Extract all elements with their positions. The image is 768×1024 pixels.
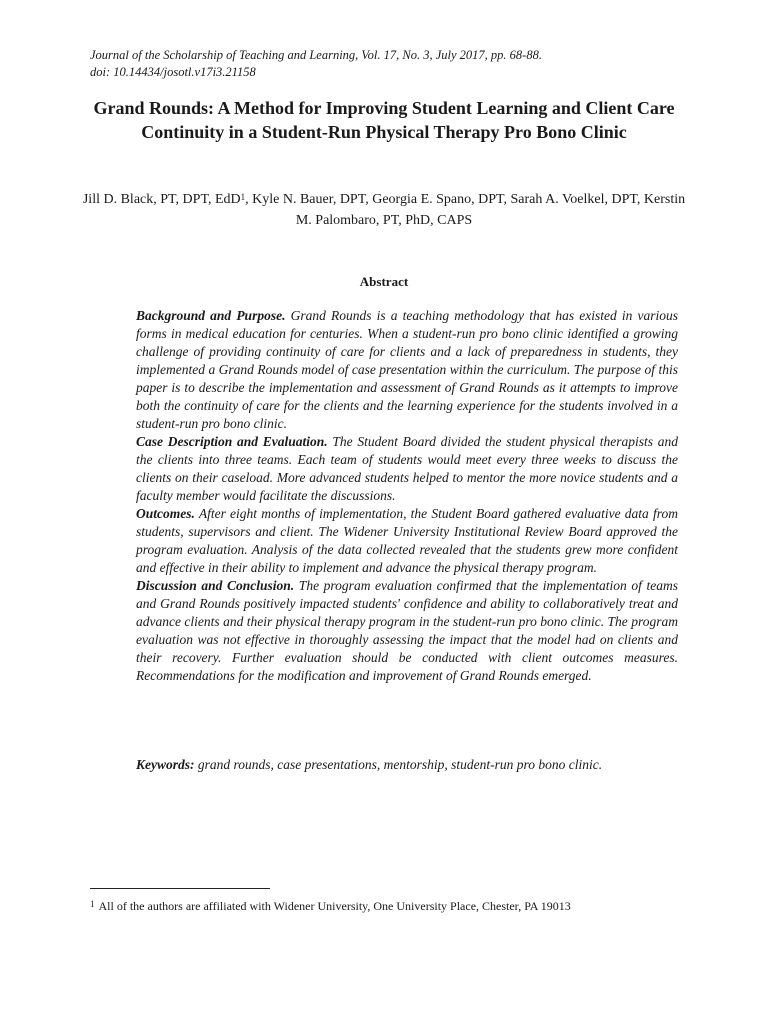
section-text: After eight months of implementation, the Student Board gathered evaluative data from students, supervisors and client. The Widener University Institutional Review Board approved the program evaluation. Analysis of the data collected revealed that the students grew more confident and effective in their ability to implement and advance the physical therapy program.	[136, 506, 678, 575]
section-label: Outcomes.	[136, 506, 195, 521]
author-list	[80, 189, 688, 231]
section-text: The Student Board divided the student physical therapists and the clients into three teams. Each team of students would meet every three weeks to discuss the clients on their caseload. More advanced students helped to mentor the more novice students and a faculty member would facilitate the discussions.	[136, 434, 678, 503]
abstract-section-discussion	[136, 577, 678, 685]
authors-part1: Jill D. Black, PT, DPT, EdD	[82, 192, 241, 207]
section-text: Grand Rounds is a teaching methodology that has existed in various forms in medical education for centuries. When a student-run pro bono clinic identified a growing challenge of providing continuity of care for clients and a lack of preparedness in students, they implemented a Grand Rounds model of case presentation within the curriculum. The purpose of this paper is to describe the implementation and assessment of Grand Rounds as it attempts to improve both the continuity of care for the clients and the learning experience for the students involved in a student-run pro bono clinic.	[136, 308, 679, 431]
paper-title: Grand Rounds: A Method for Improving Student Learning and Client Care Continuity in a Student-Run Physical Therapy Pro Bono Clinic	[93, 98, 675, 142]
abstract-section-case-description	[136, 433, 678, 505]
abstract-section-background	[136, 307, 678, 433]
footnote-divider	[90, 888, 270, 889]
footnote	[90, 898, 710, 914]
keywords-text: grand rounds, case presentations, mentorship, student-run pro bono clinic.	[194, 757, 603, 772]
abstract-heading: Abstract	[359, 274, 409, 289]
section-label: Discussion and Conclusion.	[136, 578, 295, 593]
keywords	[136, 755, 636, 775]
section-label: Case Description and Evaluation.	[136, 434, 328, 449]
footnote-mark: 1	[90, 899, 95, 909]
abstract-section-outcomes	[136, 505, 678, 577]
footnote-text: All of the authors are affiliated with Widener University, One University Place, Chester, PA 19013	[98, 899, 571, 913]
journal-line: Journal of the Scholarship of Teaching and Learning, Vol. 17, No. 3, July 2017, pp. 68-88.	[90, 48, 542, 62]
abstract-body	[136, 307, 678, 685]
doi-line: doi: 10.14434/josotl.v17i3.21158	[90, 65, 256, 79]
journal-citation	[90, 47, 690, 81]
authors-part2: , Kyle N. Bauer, DPT, Georgia E. Spano, DPT, Sarah A. Voelkel, DPT, Kerstin M. Palombaro, PT, PhD, CAPS	[245, 192, 686, 228]
author-footnote-mark: 1	[240, 192, 246, 202]
section-label: Background and Purpose.	[136, 308, 286, 323]
section-text: The program evaluation confirmed that the implementation of teams and Grand Rounds positively impacted students' confidence and ability to collaboratively treat and advance clients and their physical therapy program in the student-run pro bono clinic. The program evaluation was not effective in thoroughly assessing the impact that the model had on clients and their recovery. Further evaluation should be conducted with client outcomes measures. Recommendations for the modification and improvement of Grand Rounds emerged.	[136, 578, 678, 683]
keywords-label: Keywords:	[136, 757, 195, 772]
